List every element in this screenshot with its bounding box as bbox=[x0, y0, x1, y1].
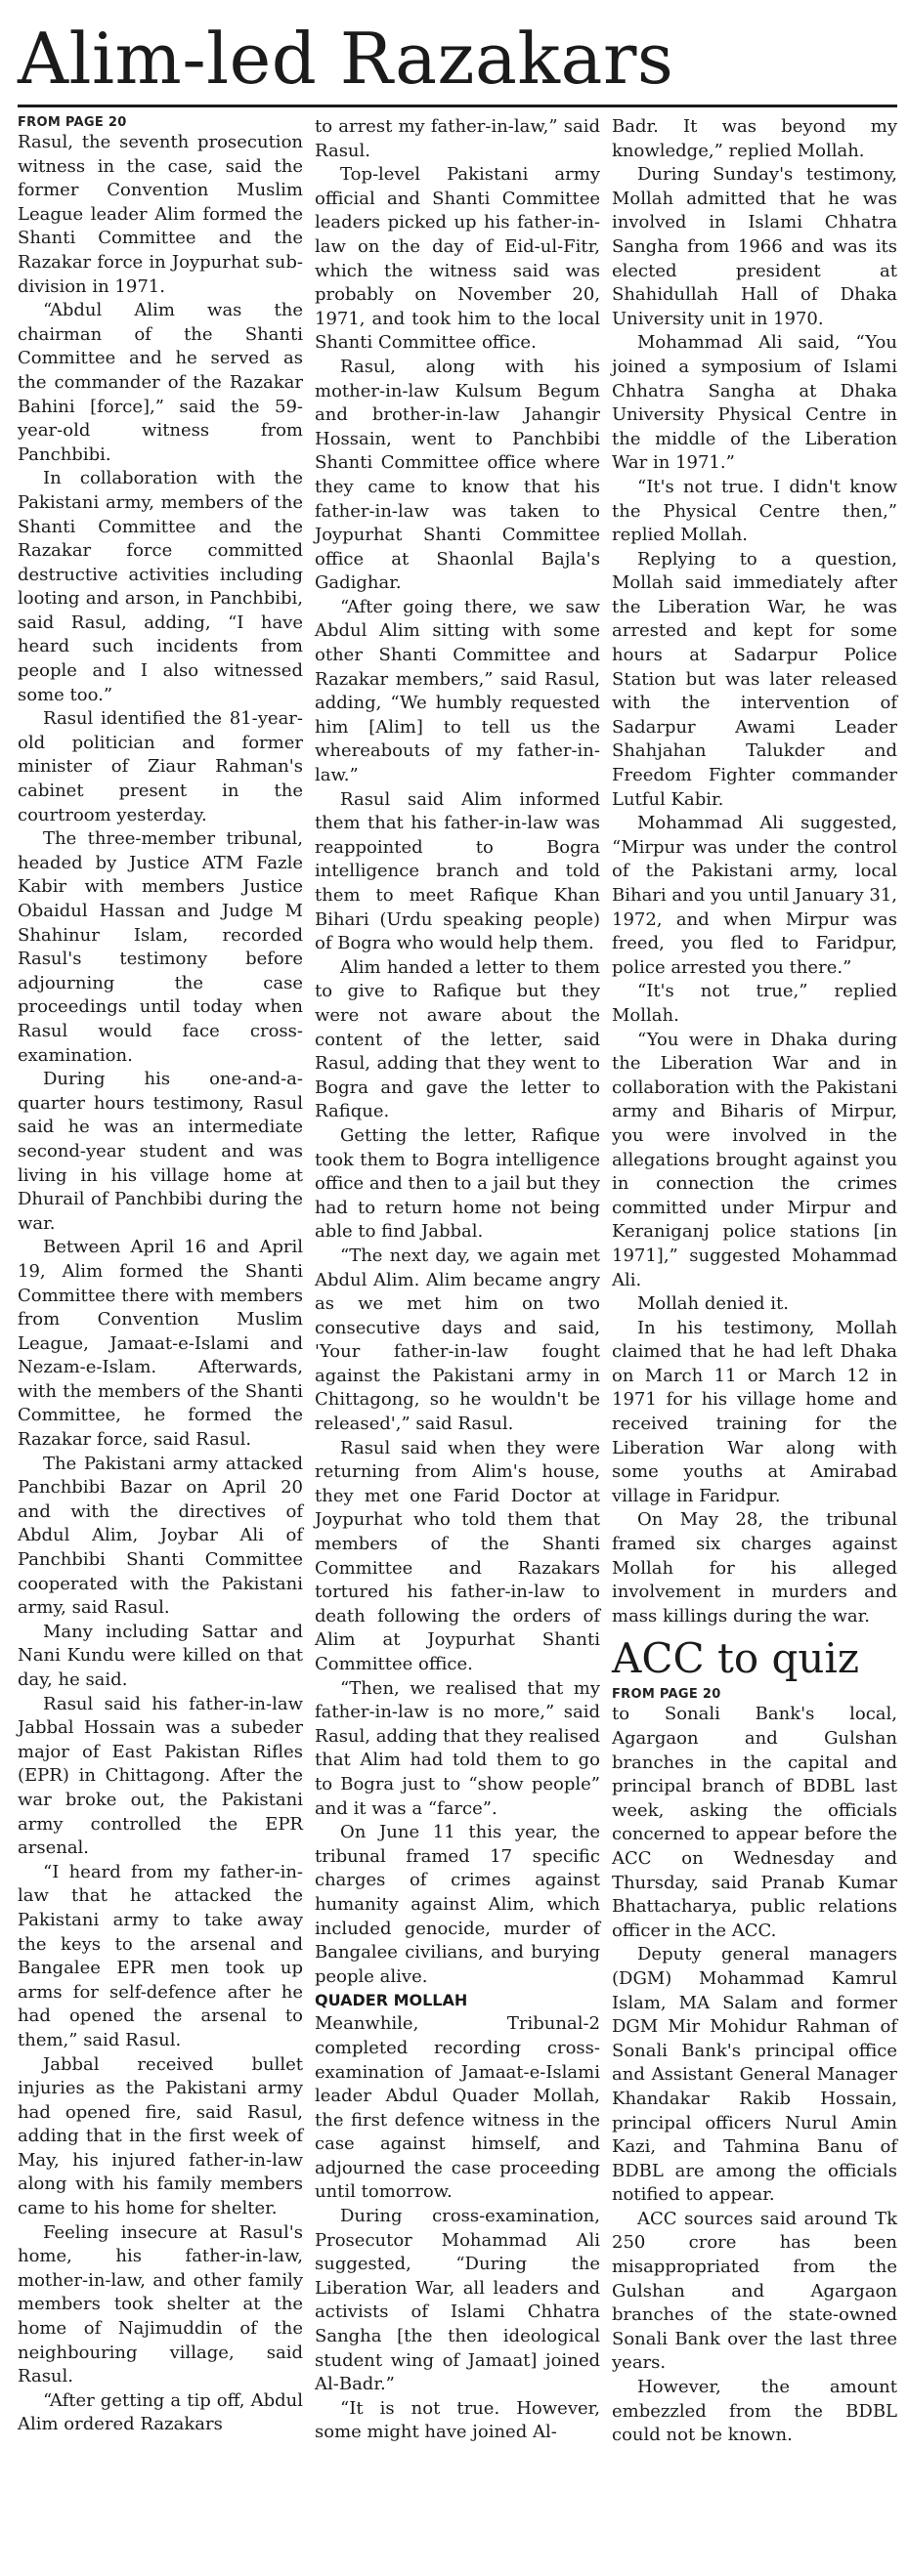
paragraph: On May 28, the tribunal framed six charges against Mollah for his alleged involvement in murders and mass killings during the war. bbox=[612, 1509, 897, 1626]
paragraph: In collaboration with the Pakistani army, members of the Shanti Committee and the Razakar force committed destructive activities including looting and arson, in Panchbibi, said Rasul, adding, “I have heard such incidents from people and I also witnessed some too.” bbox=[18, 468, 303, 705]
paragraph: ACC sources said around Tk 250 crore has been misappropriated from the Gulshan and Agargaon branches of the state-owned Sonali Bank over the last three years. bbox=[612, 2208, 897, 2374]
column-3 bbox=[612, 115, 897, 2448]
paragraph: On June 11 this year, the tribunal framed 17 specific charges of crimes against humanity against Alim, which included genocide, murder of Bangalee civilians, and burying people alive. bbox=[315, 1822, 600, 1987]
paragraph: During cross-examination, Prosecutor Mohammad Ali suggested, “During the Liberation War, all leaders and activists of Islami Chhatra Sangha [the then ideological student wing of Jamaat] joined Al-Badr.” bbox=[315, 2206, 600, 2395]
paragraph: “It's not true,” replied Mollah. bbox=[612, 981, 897, 1026]
paragraph: “I heard from my father-in-law that he attacked the Pakistani army to take away the keys to the arsenal and Bangalee EPR men took up arms for self-defence after he had opened the arsenal to them,” said Rasul. bbox=[18, 1861, 303, 2050]
paragraph: Between April 16 and April 19, Alim formed the Shanti Committee there with members from Convention Muslim League, Jamaat-e-Islami and Nezam-e-Islam. Afterwards, with the members of the Shanti Committee, he formed the Razakar force, said Rasul. bbox=[18, 1237, 303, 1451]
paragraph: During his one-and-a-quarter hours testimony, Rasul said he was an intermediate second-year student and was living in his village home at Dhurail of Panchbibi during the war. bbox=[18, 1069, 303, 1234]
paragraph: to arrest my father-in-law,” said Rasul. bbox=[315, 116, 600, 161]
article-headline: Alim-led Razakars bbox=[18, 18, 674, 100]
paragraph: The three-member tribunal, headed by Justice ATM Fazle Kabir with members Justice Obaidul Hassan and Judge M Shahinur Islam, recorded Rasul's testimony before adjourning the case proceedings until today when Rasul would face cross-examination. bbox=[18, 828, 303, 1066]
paragraph: In his testimony, Mollah claimed that he had left Dhaka on March 11 or March 12 in 1971 for his village home and received training for the Liberation War along with some youths at Amirabad village in Faridpur. bbox=[612, 1317, 897, 1506]
paragraph: “It is not true. However, some might have joined Al- bbox=[315, 2397, 600, 2443]
paragraph: Badr. It was beyond my knowledge,” replied Mollah. bbox=[612, 116, 897, 161]
paragraph: to Sonali Bank's local, Agargaon and Gulshan branches in the capital and principal branch of BDBL last week, asking the officials concerned to appear before the ACC on Wednesday and Thursday, said Pranab Kumar Bhattacharya, public relations officer in the ACC. bbox=[612, 1704, 897, 1941]
paragraph: Deputy general managers (DGM) Mohammad Kamrul Islam, MA Salam and former DGM Mir Mohidur Rahman of Sonali Bank's principal office and Assistant General Manager Khandakar Rakib Hossain, principal officers Nurul Amin Kazi, and Tahmina Banu of BDBL are among the officials notified to appear. bbox=[612, 1944, 897, 2206]
column-1 bbox=[18, 115, 303, 2437]
paragraph: During Sunday's testimony, Mollah admitted that he was involved in Islami Chhatra Sangha from 1966 and was its elected president at Shahidullah Hall of Dhaka University unit in 1970. bbox=[612, 164, 897, 329]
paragraph: Rasul, the seventh prosecution witness in the case, said the former Convention Muslim League leader Alim formed the Shanti Committee and the Razakar force in Joypurhat sub-division in 1971. bbox=[18, 132, 303, 297]
paragraph: Mollah denied it. bbox=[637, 1293, 789, 1315]
paragraph: “You were in Dhaka during the Liberation War and in collaboration with the Pakistani army and Biharis of Mirpur, you were involved in the allegations brought against you in connection the crimes committed under Mirpur and Keraniganj police stations [in 1971],” suggested Mohammad Ali. bbox=[612, 1029, 897, 1290]
subhead: QUADER MOLLAH bbox=[315, 1991, 468, 2010]
paragraph: Mohammad Ali said, “You joined a symposium of Islami Chhatra Sangha at Dhaka University Physical Centre in the middle of the Liberation War in 1971.” bbox=[612, 332, 897, 474]
paragraph: Alim handed a letter to them to give to Rafique but they were not aware about the content of the letter, said Rasul, adding that they went to Bogra and gave the letter to Rafique. bbox=[315, 956, 600, 1122]
paragraph: Rasul said Alim informed them that his father-in-law was reappointed to Bogra intelligence branch and told them to meet Rafique Khan Bihari (Urdu speaking people) of Bogra who would help them. bbox=[315, 788, 600, 954]
second-article-headline: ACC to quiz bbox=[612, 1634, 859, 1683]
paragraph: Rasul said his father-in-law Jabbal Hossain was a subeder major of East Pakistan Rifles (EPR) in Chittagong. After the war broke out, the Pakistani army controlled the EPR arsenal. bbox=[18, 1693, 303, 1859]
paragraph: However, the amount embezzled from the BDBL could not be known. bbox=[612, 2377, 897, 2446]
paragraph: Mohammad Ali suggested, “Mirpur was under the control of the Pakistani army, local Bihari and you until January 31, 1972, and when Mirpur was freed, you fled to Faridpur, police arrested you there.” bbox=[612, 813, 897, 978]
paragraph: Jabbal received bullet injuries as the Pakistani army had opened fire, said Rasul, adding that in the first week of May, his injured father-in-law along with his family members came to his home for shelter. bbox=[18, 2053, 303, 2219]
paragraph: Meanwhile, Tribunal-2 completed recording cross-examination of Jamaat-e-Islami leader Abdul Quader Mollah, the first defence witness in the case against himself, and adjourned the case proceeding until tomorrow. bbox=[315, 2013, 600, 2203]
paragraph: Feeling insecure at Rasul's home, his father-in-law, mother-in-law, and other family members took shelter at the home of Najimuddin of the neighbouring village, said Rasul. bbox=[18, 2221, 303, 2387]
paragraph: Many including Sattar and Nani Kundu were killed on that day, he said. bbox=[18, 1621, 303, 1690]
paragraph: The Pakistani army attacked Panchbibi Bazar on April 20 and with the directives of Abdul Alim, Joybar Ali of Panchbibi Shanti Committee cooperated with the Pakistani army, said Rasul. bbox=[18, 1453, 303, 1619]
paragraph: Replying to a question, Mollah said immediately after the Liberation War, he was arrested and kept for some hours at Sadarpur Police Station but was later released with the intervention of Sadarpur Awami Leader Shahjahan Talukder and Freedom Fighter commander Lutful Kabir. bbox=[612, 548, 897, 810]
paragraph: “After going there, we saw Abdul Alim sitting with some other Shanti Committee and Razakar members,” said Rasul, adding, “We humbly requested him [Alim] to tell us the whereabouts of my father-in-law.” bbox=[315, 596, 600, 786]
paragraph: Rasul identified the 81-year-old politician and former minister of Ziaur Rahman's cabinet present in the courtroom yesterday. bbox=[18, 708, 303, 825]
paragraph: “Then, we realised that my father-in-law is no more,” said Rasul, adding that they realised that Alim had told them to go to Bogra just to “show people” and it was a “farce”. bbox=[315, 1677, 600, 1819]
paragraph: “It's not true. I didn't know the Physical Centre then,” replied Mollah. bbox=[612, 476, 897, 546]
paragraph: “The next day, we again met Abdul Alim. Alim became angry as we met him on two consecutive days and said, 'Your father-in-law fought against the Pakistani army in Chittagong, so he wouldn't be released',” said Rasul. bbox=[315, 1245, 600, 1435]
jump-line: FROM PAGE 20 bbox=[18, 115, 127, 130]
column-2 bbox=[315, 115, 600, 2445]
jump-line: FROM PAGE 20 bbox=[612, 1687, 721, 1703]
paragraph: Getting the letter, Rafique took them to Bogra intelligence office and then to a jail but they had to return home not being able to find Jabbal. bbox=[315, 1124, 600, 1243]
headline-rule bbox=[18, 105, 897, 107]
paragraph: “Abdul Alim was the chairman of the Shanti Committee and he served as the commander of the Razakar Bahini [force],” said the 59-year-old witness from Panchbibi. bbox=[18, 300, 303, 465]
paragraph: “After getting a tip off, Abdul Alim ordered Razakars bbox=[18, 2389, 303, 2435]
paragraph: Rasul said when they were returning from Alim's house, they met one Farid Doctor at Joypurhat who told them that members of the Shanti Committee and Razakars tortured his father-in-law to death following the orders of Alim at Joypurhat Shanti Committee office. bbox=[315, 1437, 600, 1674]
paragraph: Top-level Pakistani army official and Shanti Committee leaders picked up his father-in-law on the day of Eid-ul-Fitr, which the witness said was probably on November 20, 1971, and took him to the local Shanti Committee office. bbox=[315, 164, 600, 354]
paragraph: Rasul, along with his mother-in-law Kulsum Begum and brother-in-law Jahangir Hossain, went to Panchbibi Shanti Committee office where they came to know that his father-in-law was taken to Joypurhat Shanti Committee office at Shaonlal Bajla's Gadighar. bbox=[315, 356, 600, 594]
